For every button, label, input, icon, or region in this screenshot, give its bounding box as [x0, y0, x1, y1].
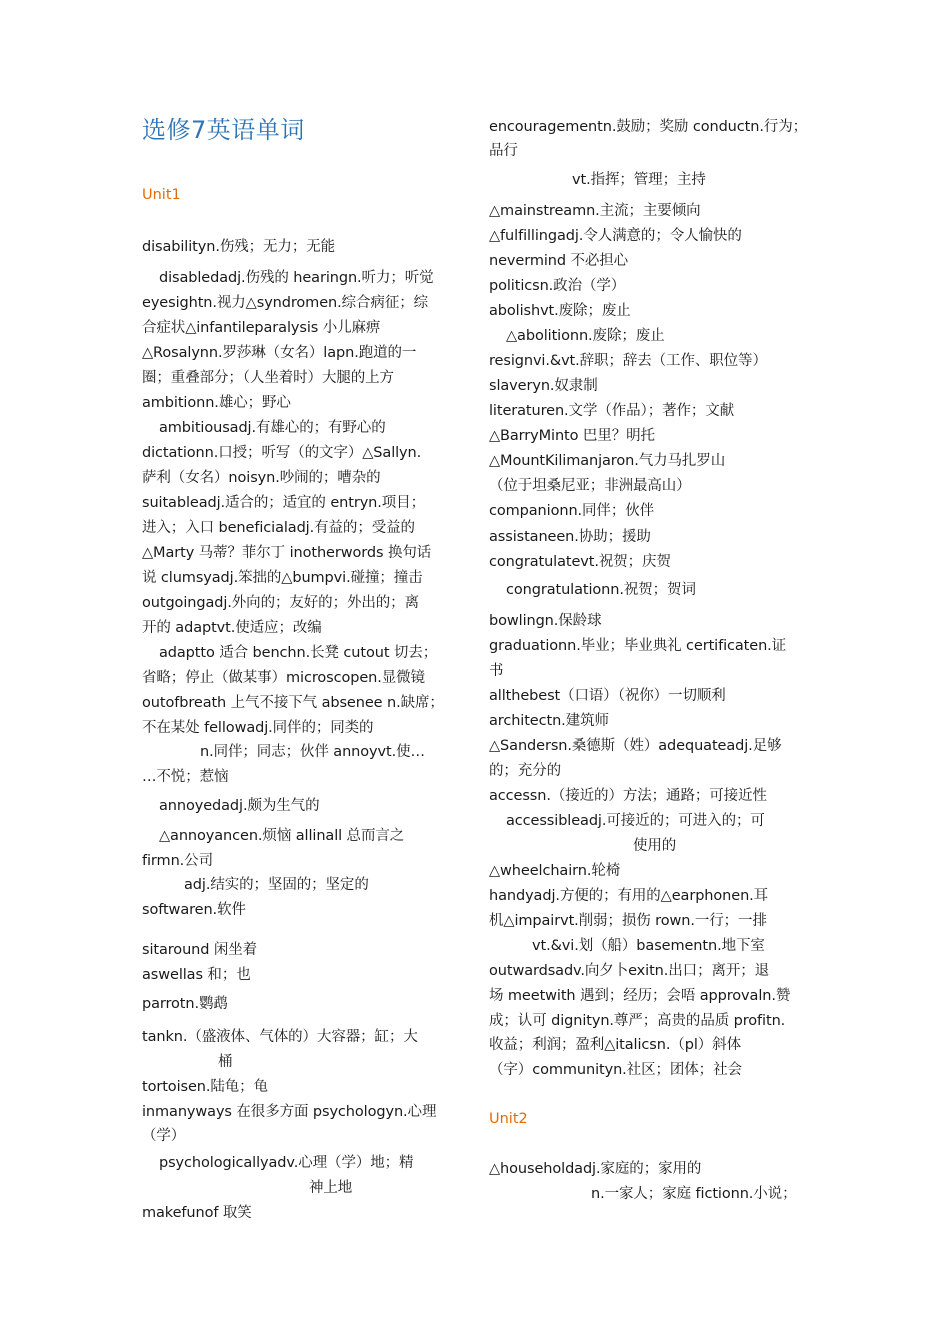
vocab-line: eyesightn.视力△syndromen.综合病征；综 [142, 295, 429, 311]
vocab-line: abolishvt.废除；废止 [489, 303, 631, 319]
vocab-line: ambitionn.雄心；野心 [142, 395, 291, 411]
vocab-line: vt.&vi.划（船）basementn.地下室 [532, 938, 765, 954]
vocab-line: bowlingn.保龄球 [489, 613, 602, 629]
vocab-line: congratulationn.祝贺；贺词 [506, 582, 696, 598]
vocab-line: 桶 [218, 1054, 233, 1070]
vocab-line: outwardsadv.向夕卜exitn.出口；离开；退 [489, 963, 770, 979]
vocab-line: △BarryMinto 巴里？明托 [489, 428, 655, 444]
vocab-line: encouragementn.鼓励；奖励 conductn.行为； [489, 119, 808, 135]
vocab-line: 书 [489, 663, 504, 679]
vocab-line: sitaround 闲坐着 [142, 942, 258, 958]
vocab-line: 省略；停止（做某事）microscopen.显微镜 [142, 670, 425, 686]
vocab-line: outofbreath 上气不接下气 absenee n.缺席； [142, 695, 444, 711]
vocab-line: allthebest（口语）（祝你）一切顺利 [489, 688, 726, 704]
vocab-line: parrotn.鹦鹉 [142, 996, 228, 1012]
vocab-line: architectn.建筑师 [489, 713, 609, 729]
vocab-line: 使用的 [633, 838, 677, 854]
vocab-line: 开的 adaptvt.使适应；改编 [142, 620, 322, 636]
vocab-line: 萨利（女名）noisyn.吵闹的；嘈杂的 [142, 470, 381, 486]
vocab-line: tortoisen.陆龟；龟 [142, 1079, 268, 1095]
vocab-line: n.一家人；家庭 fictionn.小说； [591, 1186, 797, 1202]
vocab-line: 神上地 [309, 1180, 353, 1196]
vocab-line: 成；认可 dignityn.尊严；高贵的品质 profitn. [489, 1013, 786, 1029]
vocab-line: firmn.公司 [142, 853, 213, 869]
vocab-line: （字）communityn.社区；团体；社会 [489, 1062, 742, 1078]
vocab-line: companionn.同伴；伙伴 [489, 503, 655, 519]
vocab-line: slaveryn.奴隶制 [489, 378, 598, 394]
vocab-line: △annoyancen.烦恼 allinall 总而言之 [159, 828, 405, 844]
unit2-heading: Unit2 [489, 1111, 528, 1127]
vocab-line: tankn.（盛液体、气体的）大容器；缸；大 [142, 1029, 418, 1045]
vocab-line: △mainstreamn.主流；主要倾向 [489, 203, 701, 219]
vocab-line: n.同伴；同志；伙伴 annoyvt.使… [200, 744, 425, 760]
vocab-line: makefunof 取笑 [142, 1205, 252, 1221]
vocab-line: △MountKilimanjaron.气力马扎罗山 [489, 453, 726, 469]
vocab-line: graduationn.毕业；毕业典礼 certificaten.证 [489, 638, 787, 654]
vocab-line: △householdadj.家庭的；家用的 [489, 1161, 702, 1177]
vocab-line: dictationn.口授；听写（的文字）△Sallyn. [142, 445, 422, 461]
page-title: 选修7英语单词 [142, 116, 305, 144]
vocab-line: politicsn.政治（学） [489, 278, 626, 294]
vocab-line: annoyedadj.颇为生气的 [159, 798, 320, 814]
vocab-line: outgoingadj.外向的；友好的；外出的；离 [142, 595, 419, 611]
vocab-line: adj.结实的；坚固的；坚定的 [184, 877, 369, 893]
vocab-line: （位于坦桑尼亚；非洲最高山） [489, 478, 691, 494]
vocab-line: △abolitionn.废除；废止 [506, 328, 665, 344]
vocab-line: （学） [142, 1128, 186, 1144]
vocab-line: resignvi.&vt.辞职；辞去（工作、职位等） [489, 353, 767, 369]
vocab-line: aswellas 和；也 [142, 967, 251, 983]
vocab-line: △wheelchairn.轮椅 [489, 863, 621, 879]
vocab-line: congratulatevt.祝贺；庆贺 [489, 554, 671, 570]
vocab-line: 场 meetwith 遇到；经历；会唔 approvaln.赞 [489, 988, 791, 1004]
vocab-line: vt.指挥；管理；主持 [572, 172, 706, 188]
vocab-line: △Rosalynn.罗莎琳（女名）lapn.跑道的一 [142, 345, 417, 361]
vocab-line: △Sandersn.桑德斯（姓）adequateadj.足够 [489, 738, 782, 754]
vocab-line: 机△impairvt.削弱；损伤 rown.一行；一排 [489, 913, 767, 929]
vocab-line: literaturen.文学（作品）；著作；文献 [489, 403, 735, 419]
vocab-line: nevermind 不必担心 [489, 253, 629, 269]
vocab-line: 收益；利润；盈利△italicsn.（pl）斜体 [489, 1037, 741, 1053]
vocab-line: handyadj.方便的；有用的△earphonen.耳 [489, 888, 769, 904]
vocab-line: suitableadj.适合的；适宜的 entryn.项目； [142, 495, 425, 511]
vocab-line: inmanyways 在很多方面 psychologyn.心理 [142, 1104, 437, 1120]
vocab-line: …不悦；惹恼 [142, 769, 229, 785]
vocab-line: 圈；重叠部分；（人坐着时）大腿的上方 [142, 370, 394, 386]
vocab-line: 品行 [489, 143, 518, 159]
vocab-line: assistaneen.协助；援助 [489, 529, 651, 545]
vocab-line: △Marty 马蒂？菲尔丁 inotherwords 换句话 [142, 545, 432, 561]
vocab-line: ambitiousadj.有雄心的；有野心的 [159, 420, 386, 436]
vocab-line: 说 clumsyadj.笨拙的△bumpvi.碰撞；撞击 [142, 570, 423, 586]
vocab-line: softwaren.软件 [142, 902, 246, 918]
vocab-line: accessn.（接近的）方法；通路；可接近性 [489, 788, 767, 804]
vocab-line: accessibleadj.可接近的；可进入的；可 [506, 813, 765, 829]
vocab-line: 的；充分的 [489, 763, 561, 779]
vocab-line: 进入；入口 beneficialadj.有益的；受益的 [142, 520, 415, 536]
vocab-line: 不在某处 fellowadj.同伴的；同类的 [142, 720, 374, 736]
vocab-line: disabledadj.伤残的 hearingn.听力；听觉 [159, 270, 434, 286]
vocab-line: 合症状△infantileparalysis 小儿麻痹 [142, 320, 381, 336]
vocab-line: △fulfillingadj.令人满意的；令人愉快的 [489, 228, 742, 244]
unit1-heading: Unit1 [142, 187, 181, 203]
vocab-line: adaptto 适合 benchn.长凳 cutout 切去； [159, 645, 438, 661]
vocab-line: disabilityn.伤残；无力；无能 [142, 239, 336, 255]
vocab-line: psychologicallyadv.心理（学）地；精 [159, 1155, 414, 1171]
